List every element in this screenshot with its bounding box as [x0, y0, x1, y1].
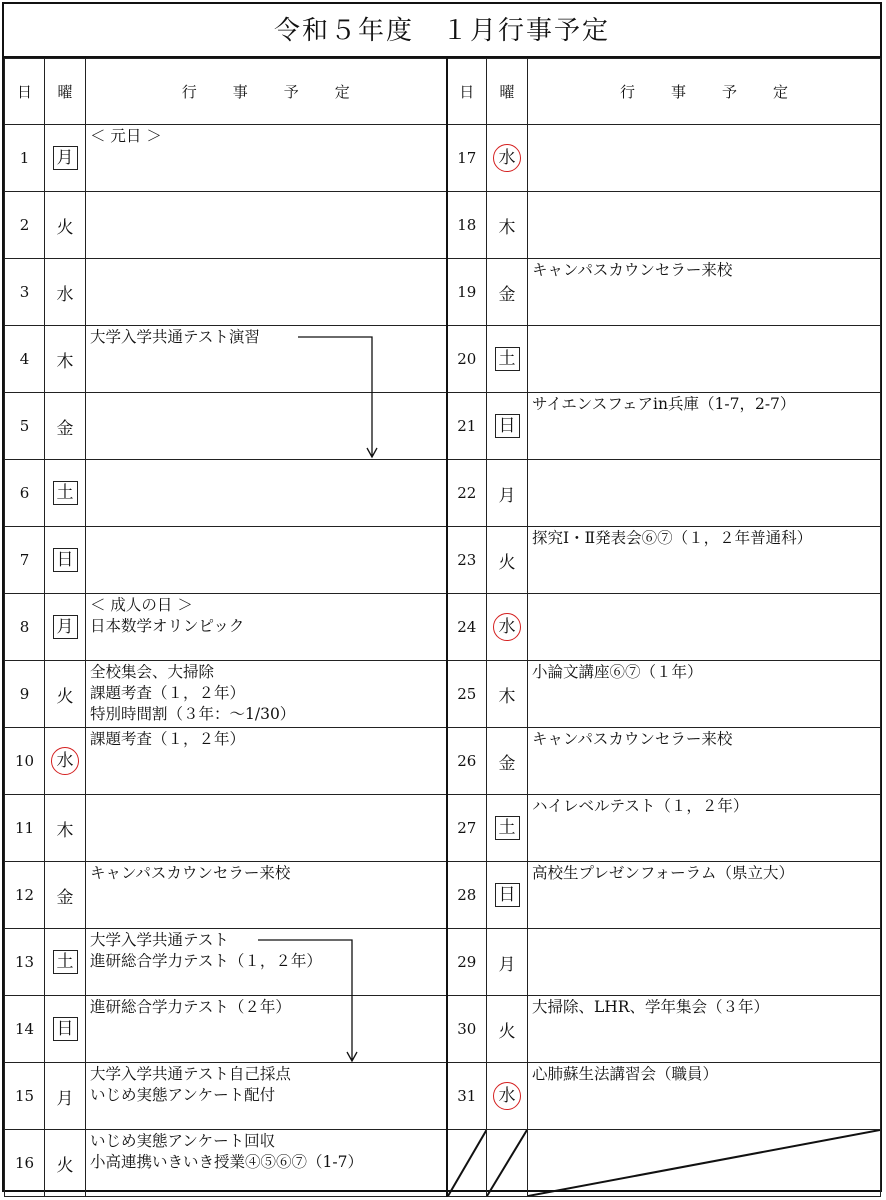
day-cell: [447, 259, 487, 326]
day-cell: [447, 527, 487, 594]
events-cell: [86, 1063, 447, 1130]
events-cell: [86, 996, 447, 1063]
schedule-row: [5, 929, 881, 996]
events-cell: [86, 125, 447, 192]
weekday-cell: [487, 661, 528, 728]
schedule-row: [5, 259, 881, 326]
event-line: 全校集会、大掃除: [90, 663, 215, 681]
day-number: 25: [457, 685, 477, 703]
weekday-label: 火: [56, 686, 74, 707]
day-number: 30: [457, 1020, 477, 1038]
day-cell: [5, 996, 45, 1063]
day-number: 27: [457, 819, 477, 837]
weekday-circled: 水: [493, 144, 521, 172]
events-cell: [528, 996, 881, 1063]
weekday-label: 金: [56, 887, 74, 908]
schedule-row: [5, 125, 881, 192]
continuation-arrow: [86, 929, 87, 930]
event-line: いじめ実態アンケート回収: [90, 1132, 276, 1150]
weekday-cell: [45, 1063, 86, 1130]
schedule-row: [5, 862, 881, 929]
header-events-right: 行事予定: [528, 59, 881, 125]
weekday-label: 木: [56, 820, 74, 841]
day-number: 26: [457, 752, 477, 770]
day-number: 14: [14, 1020, 35, 1038]
weekday-cell: [487, 996, 528, 1063]
day-cell: [5, 125, 45, 192]
weekday-cell: [45, 594, 86, 661]
day-number: 10: [14, 752, 35, 770]
day-number: 23: [457, 551, 477, 569]
day-cell: [5, 661, 45, 728]
day-number: 20: [457, 350, 477, 368]
events-cell: [528, 594, 881, 661]
events-cell: [86, 929, 447, 996]
weekday-cell: [487, 192, 528, 259]
weekday-cell: [45, 393, 86, 460]
events-cell: [528, 192, 881, 259]
weekday-cell: [45, 1130, 86, 1197]
events-cell: [528, 795, 881, 862]
events-cell: [528, 460, 881, 527]
day-cell: [447, 1063, 487, 1130]
blank-slash: [528, 1130, 880, 1196]
day-number: 6: [19, 484, 30, 502]
events-cell: [528, 862, 881, 929]
day-cell: [5, 862, 45, 929]
events-cell: [86, 192, 447, 259]
day-number: 15: [14, 1087, 35, 1105]
header-events-left: 行事予定: [86, 59, 447, 125]
weekday-circled: 水: [51, 747, 79, 775]
weekday-boxed: 土: [53, 950, 78, 974]
weekday-cell: [487, 326, 528, 393]
page-title: 令和５年度 １月行事予定: [4, 4, 880, 58]
weekday-label: 火: [498, 552, 516, 573]
weekday-circled: 水: [493, 1082, 521, 1110]
day-number: 21: [457, 417, 477, 435]
weekday-cell: [45, 460, 86, 527]
day-cell: [447, 192, 487, 259]
weekday-label: 木: [498, 686, 516, 707]
weekday-cell: [45, 862, 86, 929]
schedule-row: [5, 527, 881, 594]
weekday-cell: [487, 862, 528, 929]
day-number: 31: [457, 1087, 477, 1105]
weekday-label: 月: [56, 1088, 74, 1109]
weekday-label: 火: [498, 1021, 516, 1042]
day-number: 5: [19, 417, 30, 435]
day-cell: [447, 594, 487, 661]
day-cell: [447, 929, 487, 996]
weekday-boxed: 土: [53, 481, 78, 505]
weekday-cell: [487, 1130, 528, 1197]
day-cell: [447, 460, 487, 527]
header-weekday-left: 曜: [45, 59, 86, 125]
weekday-cell: [487, 929, 528, 996]
event-line: キャンパスカウンセラー来校: [532, 730, 733, 748]
event-line: ＜ 成人の日 ＞: [90, 596, 193, 614]
schedule-row: [5, 661, 881, 728]
weekday-cell: [45, 728, 86, 795]
weekday-boxed: 日: [53, 548, 78, 572]
event-line: キャンパスカウンセラー来校: [532, 261, 733, 279]
day-cell: [447, 1130, 487, 1197]
weekday-label: 木: [56, 351, 74, 372]
events-cell: [86, 862, 447, 929]
day-cell: [447, 125, 487, 192]
weekday-cell: [487, 460, 528, 527]
events-cell: [528, 527, 881, 594]
day-cell: [5, 192, 45, 259]
event-line: 大掃除、LHR、学年集会（３年）: [532, 998, 769, 1016]
event-line: いじめ実態アンケート配付: [90, 1086, 276, 1104]
header-day-left: 日: [5, 59, 45, 125]
day-cell: [5, 728, 45, 795]
event-line: サイエンスフェアin兵庫（1-7，2-7）: [532, 395, 796, 413]
weekday-label: 水: [56, 284, 74, 305]
events-cell: [86, 1130, 447, 1197]
weekday-boxed: 月: [53, 146, 78, 170]
weekday-boxed: 日: [53, 1017, 78, 1041]
weekday-cell: [45, 996, 86, 1063]
weekday-cell: [487, 1063, 528, 1130]
day-cell: [5, 594, 45, 661]
events-cell: [528, 1063, 881, 1130]
schedule-row: [5, 326, 881, 393]
continuation-arrow: [86, 326, 87, 327]
day-number: 2: [19, 216, 30, 234]
events-cell: [86, 527, 447, 594]
schedule-body: [5, 125, 881, 1197]
weekday-cell: [45, 795, 86, 862]
day-number: 24: [457, 618, 477, 636]
events-cell: [528, 326, 881, 393]
schedule-row: [5, 728, 881, 795]
weekday-cell: [45, 192, 86, 259]
weekday-label: 金: [56, 418, 74, 439]
day-cell: [5, 1130, 45, 1197]
day-cell: [5, 326, 45, 393]
weekday-cell: [487, 259, 528, 326]
weekday-cell: [45, 929, 86, 996]
day-cell: [447, 393, 487, 460]
event-line: 特別時間割（３年：～1/30）: [90, 705, 296, 723]
event-line: 高校生プレゼンフォーラム（県立大）: [532, 864, 794, 882]
day-number: 1: [19, 149, 30, 167]
schedule-row: [5, 594, 881, 661]
day-cell: [447, 661, 487, 728]
day-cell: [5, 259, 45, 326]
events-cell: [528, 125, 881, 192]
weekday-boxed: 土: [495, 816, 520, 840]
weekday-cell: [45, 326, 86, 393]
weekday-boxed: 土: [495, 347, 520, 371]
day-number: 7: [19, 551, 30, 569]
event-line: 進研総合学力テスト（２年）: [90, 998, 291, 1016]
events-cell: [528, 393, 881, 460]
weekday-cell: [45, 661, 86, 728]
schedule-row: [5, 996, 881, 1063]
day-number: 19: [457, 283, 477, 301]
events-cell: [86, 393, 447, 460]
day-cell: [447, 996, 487, 1063]
day-cell: [447, 795, 487, 862]
day-number: 18: [457, 216, 477, 234]
day-cell: [5, 527, 45, 594]
schedule-table: [4, 58, 881, 1197]
schedule-row: [5, 460, 881, 527]
weekday-label: 火: [56, 217, 74, 238]
schedule-row: [5, 1063, 881, 1130]
events-cell: [528, 929, 881, 996]
events-cell: [86, 460, 447, 527]
event-line: 大学入学共通テスト: [90, 931, 229, 949]
events-cell: [86, 326, 447, 393]
events-cell: [528, 728, 881, 795]
day-cell: [447, 862, 487, 929]
events-cell: [528, 259, 881, 326]
event-line: 進研総合学力テスト（１，２年）: [90, 952, 322, 970]
day-number: 13: [14, 953, 35, 971]
event-line: 日本数学オリンピック: [90, 617, 245, 635]
events-cell: [528, 1130, 881, 1197]
day-cell: [5, 460, 45, 527]
day-cell: [447, 728, 487, 795]
events-cell: [86, 661, 447, 728]
day-cell: [5, 795, 45, 862]
weekday-cell: [487, 728, 528, 795]
day-number: 29: [457, 953, 477, 971]
event-line: 探究Ⅰ・Ⅱ発表会⑥⑦（１，２年普通科）: [532, 529, 813, 547]
day-number: 9: [19, 685, 30, 703]
weekday-cell: [45, 527, 86, 594]
day-number: 28: [457, 886, 477, 904]
day-cell: [5, 929, 45, 996]
weekday-boxed: 日: [495, 883, 520, 907]
day-number: 17: [457, 149, 477, 167]
day-number: 22: [457, 484, 477, 502]
weekday-cell: [45, 259, 86, 326]
events-cell: [86, 594, 447, 661]
day-number: 11: [14, 819, 35, 837]
event-line: ハイレベルテスト（１，２年）: [532, 797, 749, 815]
weekday-label: 金: [498, 284, 516, 305]
event-line: 課題考査（１，２年）: [90, 730, 246, 748]
schedule-row: [5, 393, 881, 460]
schedule-row: [5, 795, 881, 862]
weekday-boxed: 月: [53, 615, 78, 639]
weekday-label: 月: [498, 485, 516, 506]
schedule-sheet: [2, 2, 882, 1192]
header-row: [5, 59, 881, 125]
header-weekday-right: 曜: [487, 59, 528, 125]
event-line: ＜ 元日 ＞: [90, 127, 162, 145]
weekday-boxed: 日: [495, 414, 520, 438]
weekday-label: 火: [56, 1155, 74, 1176]
day-number: 16: [14, 1154, 35, 1172]
weekday-cell: [45, 125, 86, 192]
blank-slash: [448, 1130, 487, 1196]
day-cell: [5, 393, 45, 460]
weekday-label: 金: [498, 753, 516, 774]
schedule-row: [5, 192, 881, 259]
weekday-cell: [487, 393, 528, 460]
event-line: 心肺蘇生法講習会（職員）: [532, 1065, 719, 1083]
header-day-right: 日: [447, 59, 487, 125]
weekday-cell: [487, 125, 528, 192]
day-cell: [447, 326, 487, 393]
schedule-row: [5, 1130, 881, 1197]
event-line: キャンパスカウンセラー来校: [90, 864, 291, 882]
day-number: 3: [19, 283, 30, 301]
events-cell: [86, 728, 447, 795]
events-cell: [528, 661, 881, 728]
day-number: 8: [19, 618, 30, 636]
event-line: 小論文講座⑥⑦（１年）: [532, 663, 703, 681]
day-number: 4: [19, 350, 30, 368]
events-cell: [86, 795, 447, 862]
day-number: 12: [14, 886, 35, 904]
weekday-circled: 水: [493, 613, 521, 641]
event-line: 小高連携いきいき授業④⑤⑥⑦（1-7）: [90, 1153, 363, 1171]
event-line: 大学入学共通テスト自己採点: [90, 1065, 291, 1083]
event-line: 大学入学共通テスト演習: [90, 328, 260, 346]
weekday-cell: [487, 795, 528, 862]
weekday-label: 月: [498, 954, 516, 975]
weekday-cell: [487, 594, 528, 661]
weekday-cell: [487, 527, 528, 594]
blank-slash: [487, 1130, 527, 1196]
day-cell: [5, 1063, 45, 1130]
event-line: 課題考査（１，２年）: [90, 684, 246, 702]
weekday-label: 木: [498, 217, 516, 238]
events-cell: [86, 259, 447, 326]
